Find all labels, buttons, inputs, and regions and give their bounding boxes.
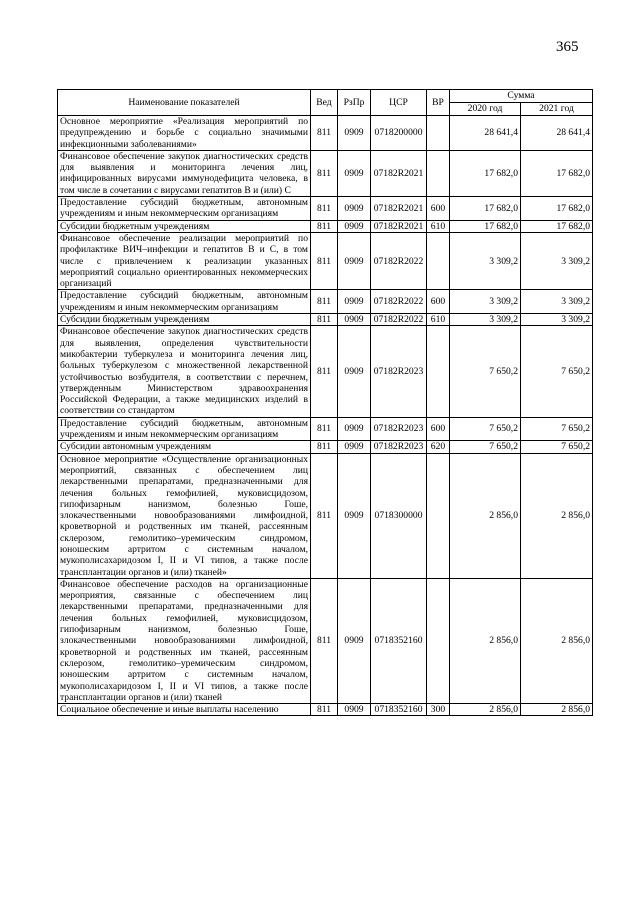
cell-name: Социальное обеспечение и иные выплаты населению	[58, 704, 311, 716]
cell-csr: 07182R2023	[371, 417, 427, 441]
cell-rzpr: 0909	[338, 314, 371, 326]
cell-2020: 17 682,0	[450, 197, 521, 221]
table-row	[58, 116, 593, 151]
cell-vr	[427, 116, 450, 151]
cell-csr: 0718300000	[371, 453, 427, 578]
cell-rzpr: 0909	[338, 326, 371, 417]
cell-2020: 17 682,0	[450, 220, 521, 232]
cell-vr: 600	[427, 290, 450, 314]
cell-2020: 7 650,2	[450, 441, 521, 453]
cell-2020: 7 650,2	[450, 326, 521, 417]
cell-vr: 620	[427, 441, 450, 453]
cell-name: Основное мероприятие «Осуществление организационных мероприятий, связанных с обеспечением лиц лекарственными препаратами, предназначенными для лечения больных гемофилией, муковисцидозом, гипофизарным нанизмом, болезнью Гоше, злокачественными новообразованиями лимфоидной, кроветворной и родственных им тканей, рассеянным склерозом, гемолитико–уремическим синдромом, юношеским артритом с системным началом, мукополисахаридозом I, II и VI типов, а также после трансплантации органов и (или) тканей»	[58, 453, 311, 578]
cell-name: Субсидии бюджетным учреждениям	[58, 314, 311, 326]
cell-2020: 2 856,0	[450, 578, 521, 703]
header-rzpr: РзПр	[338, 90, 371, 116]
cell-rzpr: 0909	[338, 220, 371, 232]
cell-name: Основное мероприятие «Реализация мероприятий по предупреждению и борьбе с социально значимыми инфекционными заболеваниями»	[58, 116, 311, 151]
cell-2020: 2 856,0	[450, 453, 521, 578]
cell-vr	[427, 453, 450, 578]
budget-table	[57, 89, 593, 716]
cell-csr: 07182R2023	[371, 326, 427, 417]
cell-csr: 07182R2021	[371, 150, 427, 196]
cell-rzpr: 0909	[338, 150, 371, 196]
cell-ved: 811	[311, 453, 338, 578]
table-row	[58, 150, 593, 196]
cell-2020: 3 309,2	[450, 290, 521, 314]
cell-csr: 07182R2022	[371, 314, 427, 326]
cell-2020: 3 309,2	[450, 232, 521, 289]
cell-name: Субсидии автономным учреждениям	[58, 441, 311, 453]
cell-2021: 7 650,2	[521, 417, 593, 441]
cell-2021: 17 682,0	[521, 197, 593, 221]
cell-ved: 811	[311, 704, 338, 716]
header-csr: ЦСР	[371, 90, 427, 116]
header-ved: Вед	[311, 90, 338, 116]
table-body	[58, 116, 593, 716]
table-row	[58, 220, 593, 232]
table-row	[58, 704, 593, 716]
cell-rzpr: 0909	[338, 704, 371, 716]
cell-ved: 811	[311, 314, 338, 326]
table-row	[58, 578, 593, 703]
cell-2021: 17 682,0	[521, 220, 593, 232]
cell-2021: 28 641,4	[521, 116, 593, 151]
cell-rzpr: 0909	[338, 116, 371, 151]
table-row	[58, 314, 593, 326]
table-row	[58, 232, 593, 289]
cell-ved: 811	[311, 578, 338, 703]
cell-rzpr: 0909	[338, 290, 371, 314]
cell-2021: 2 856,0	[521, 453, 593, 578]
header-name: Наименование показателей	[58, 90, 311, 116]
cell-name: Предоставление субсидий бюджетным, автономным учреждениям и иным некоммерческим организациям	[58, 417, 311, 441]
header-sum: Сумма	[450, 90, 593, 103]
cell-2020: 7 650,2	[450, 417, 521, 441]
cell-2021: 3 309,2	[521, 290, 593, 314]
table-row	[58, 417, 593, 441]
cell-name: Субсидии бюджетным учреждениям	[58, 220, 311, 232]
cell-name: Предоставление субсидий бюджетным, автономным учреждениям и иным некоммерческим организациям	[58, 197, 311, 221]
table-row	[58, 326, 593, 417]
cell-rzpr: 0909	[338, 453, 371, 578]
cell-csr: 07182R2022	[371, 232, 427, 289]
cell-csr: 07182R2022	[371, 290, 427, 314]
cell-ved: 811	[311, 290, 338, 314]
cell-name: Финансовое обеспечение расходов на организационные мероприятия, связанные с обеспечением лиц лекарственными препаратами, предназначенными для лечения больных гемофилией, муковисцидозом, гипофизарным нанизмом, болезнью Гоше, злокачественными новообразованиями лимфоидной, кроветворной и родственных им тканей, рассеянным склерозом, гемолитико–уремическим синдромом, юношеским артритом с системным началом, мукополисахаридозом I, II и VI типов, а также после трансплантации органов и (или) тканей	[58, 578, 311, 703]
cell-ved: 811	[311, 150, 338, 196]
cell-2021: 2 856,0	[521, 578, 593, 703]
cell-csr: 0718352160	[371, 704, 427, 716]
table-row	[58, 441, 593, 453]
cell-rzpr: 0909	[338, 232, 371, 289]
table-row	[58, 453, 593, 578]
cell-vr	[427, 326, 450, 417]
cell-vr	[427, 578, 450, 703]
cell-ved: 811	[311, 326, 338, 417]
cell-csr: 07182R2021	[371, 197, 427, 221]
cell-ved: 811	[311, 441, 338, 453]
cell-name: Финансовое обеспечение реализации мероприятий по профилактике ВИЧ–инфекции и гепатитов В и С, в том числе с привлечением к реализации указанных мероприятий социально ориентированных некоммерческих организаций	[58, 232, 311, 289]
cell-name: Финансовое обеспечение закупок диагностических средств для выявления, определения чувствительности микобактерии туберкулеза и мониторинга лечения лиц, больных туберкулезом с множественной лекарственной устойчивостью возбудителя, в соответствии с перечнем, утвержденным Министерством здравоохранения Российской Федерации, а также медицинских изделий в соответствии со стандартом	[58, 326, 311, 417]
cell-ved: 811	[311, 232, 338, 289]
cell-vr: 600	[427, 417, 450, 441]
cell-ved: 811	[311, 197, 338, 221]
cell-rzpr: 0909	[338, 197, 371, 221]
cell-ved: 811	[311, 116, 338, 151]
page-number: 365	[556, 39, 579, 55]
cell-2021: 17 682,0	[521, 150, 593, 196]
cell-csr: 0718200000	[371, 116, 427, 151]
cell-vr: 300	[427, 704, 450, 716]
cell-2021: 7 650,2	[521, 326, 593, 417]
cell-2021: 2 856,0	[521, 704, 593, 716]
header-vr: ВР	[427, 90, 450, 116]
cell-2021: 3 309,2	[521, 314, 593, 326]
cell-ved: 811	[311, 417, 338, 441]
cell-rzpr: 0909	[338, 441, 371, 453]
cell-name: Финансовое обеспечение закупок диагностических средств для выявления и мониторинга лечения лиц, инфицированных вирусами иммунодефицита человека, в том числе в сочетании с вирусами гепатитов В и (или) С	[58, 150, 311, 196]
cell-vr	[427, 232, 450, 289]
cell-csr: 0718352160	[371, 578, 427, 703]
table-row	[58, 197, 593, 221]
header-year-2021: 2021 год	[521, 103, 593, 116]
cell-2020: 28 641,4	[450, 116, 521, 151]
cell-csr: 07182R2023	[371, 441, 427, 453]
cell-2020: 17 682,0	[450, 150, 521, 196]
cell-2020: 2 856,0	[450, 704, 521, 716]
cell-rzpr: 0909	[338, 578, 371, 703]
table-row	[58, 290, 593, 314]
header-year-2020: 2020 год	[450, 103, 521, 116]
cell-vr: 610	[427, 220, 450, 232]
cell-2020: 3 309,2	[450, 314, 521, 326]
cell-name: Предоставление субсидий бюджетным, автономным учреждениям и иным некоммерческим организациям	[58, 290, 311, 314]
cell-rzpr: 0909	[338, 417, 371, 441]
cell-vr: 610	[427, 314, 450, 326]
cell-vr	[427, 150, 450, 196]
cell-csr: 07182R2021	[371, 220, 427, 232]
cell-2021: 7 650,2	[521, 441, 593, 453]
cell-2021: 3 309,2	[521, 232, 593, 289]
table-header	[58, 90, 593, 116]
cell-ved: 811	[311, 220, 338, 232]
cell-vr: 600	[427, 197, 450, 221]
